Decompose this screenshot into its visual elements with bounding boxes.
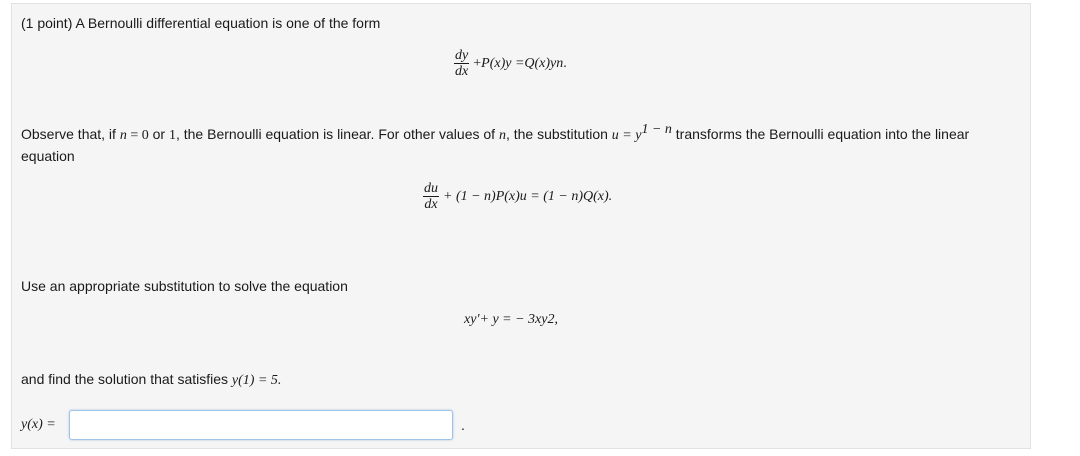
observe-n2: n [498,128,506,143]
answer-row [21,410,465,440]
linear-equation [423,181,612,212]
problem-panel [11,3,1031,449]
linear-equation-rest: + (1 − n)P(x)u = (1 − n)Q(x). [443,188,613,204]
given-equation-xy: xy [464,312,477,327]
fraction-numerator: dy [455,48,469,63]
given-equation-comma: , [554,312,558,327]
observe-part1: Observe that, if [21,126,120,142]
du-dx-fraction [423,181,439,212]
given-equation: xy ′ + y = − 3xy 2 , [464,312,558,327]
find-solution-label: and find the solution that satisfies [21,371,232,387]
intro-text: (1 point) A Bernoulli differential equation is one of the form [21,15,381,31]
bernoulli-equation: $\frac{dy}{dx}$ + P (x)y = Q (x)y n . [455,48,567,79]
observe-eq0: = 0 [126,128,149,143]
observe-part3: , the Bernoulli equation is linear. For other values of [175,126,499,142]
fraction-denominator: dx [455,64,469,79]
equation-period: . [563,55,567,71]
equation-p: P [481,55,490,71]
answer-period: . [461,417,465,433]
dy-dx-fraction [454,48,469,79]
observe-text-line2: equation [21,148,75,164]
answer-label: y(x) = [21,417,56,432]
equation-plus: + [473,55,482,71]
observe-substitution: u = y [611,128,642,143]
fraction-denominator: dx [424,197,438,212]
observe-text [21,124,969,146]
answer-input[interactable] [69,410,453,440]
fraction-numerator: du [424,181,438,196]
observe-n1: n [119,128,127,143]
equation-tail: (x)y [534,55,557,71]
equation-mid: (x)y = [489,55,525,71]
observe-exponent: 1 − n [641,122,672,137]
observe-part4: , the substitution [505,126,612,142]
observe-part2: or [148,126,169,142]
initial-condition: y(1) = 5. [231,373,282,388]
use-substitution-text: Use an appropriate substitution to solve the equation [21,278,348,294]
observe-part5: transforms the Bernoulli equation into the linear [671,126,970,142]
observe-one: 1 [168,128,176,143]
given-equation-rest: + y = − 3xy [479,312,548,327]
find-solution-text [21,369,281,391]
equation-q: Q [524,55,535,71]
